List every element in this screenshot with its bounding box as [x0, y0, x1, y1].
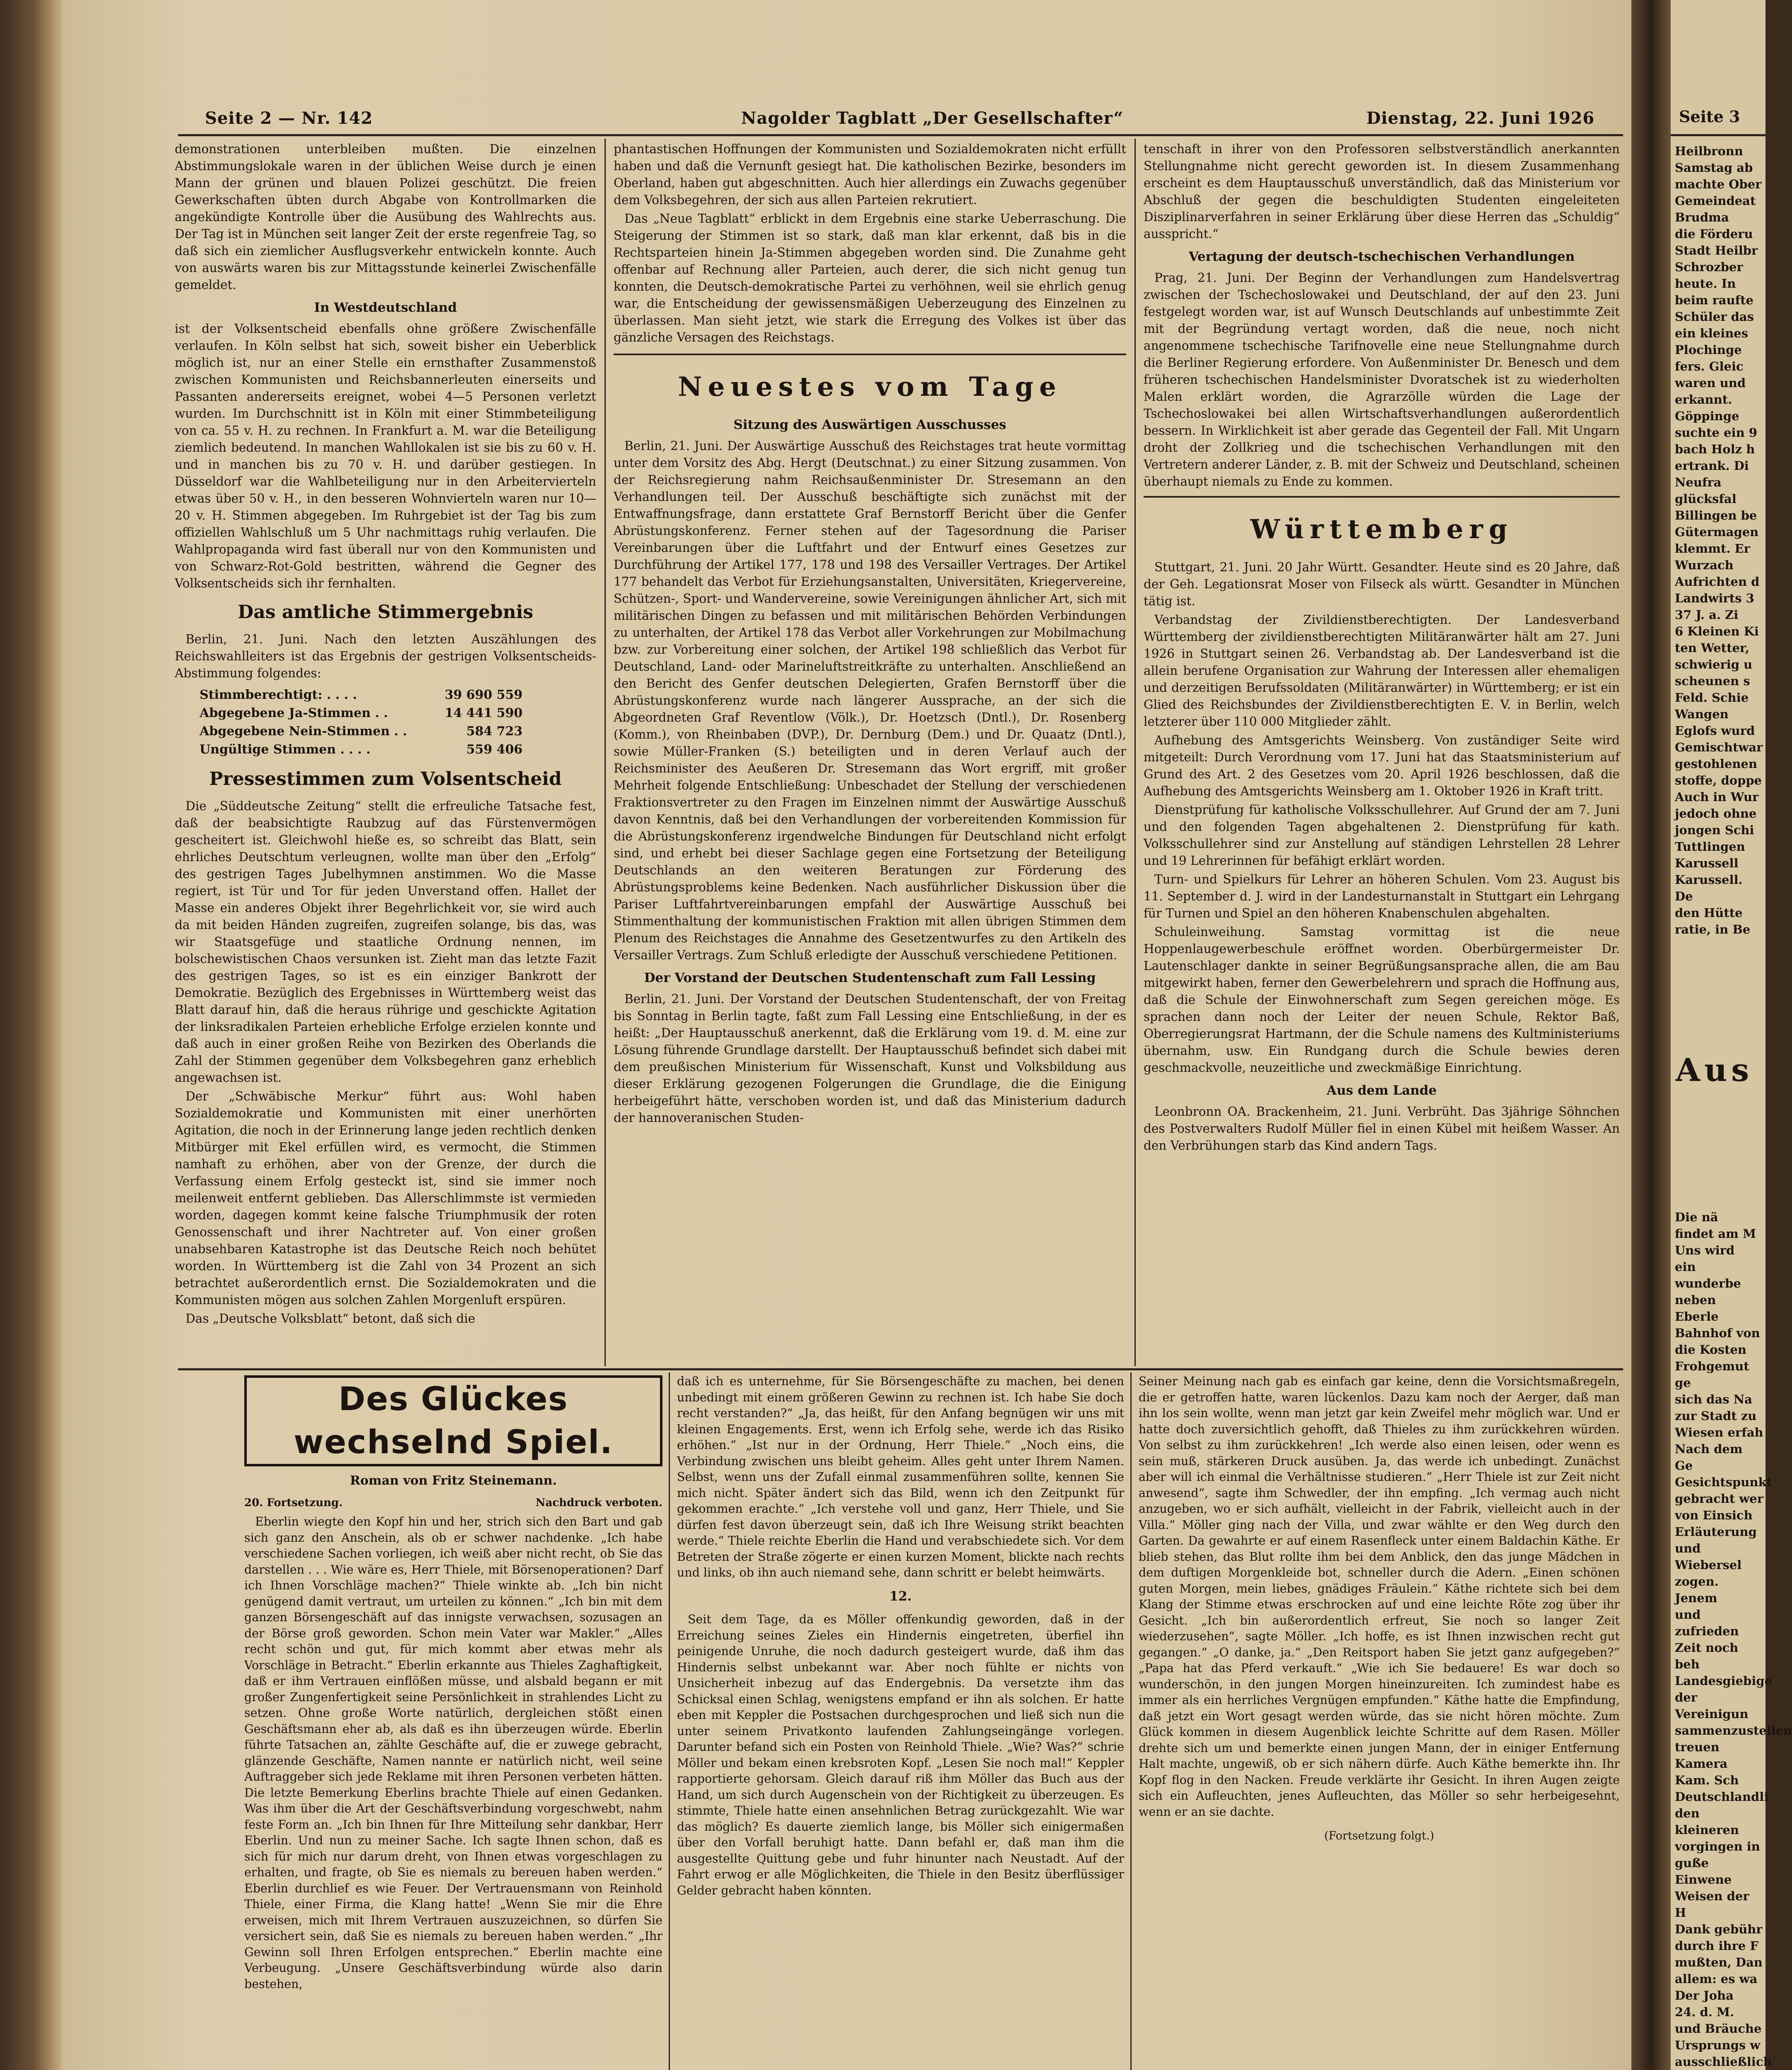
novel-text-2: daß ich es unternehme, für Sie Börsengeschäfte zu machen, bei denen unbedingt mit einem größeren Gewinn zu rechnen ist. Ich habe Sie doch recht verstanden?“ „Ja, das heißt, für den Anfang begnügen wir uns mit kleinen Engagements. Erst, wenn ich Erfolg sehe, werde ich das Risiko erhöhen.“ „Ist nur in der Ordnung, Herr Thiele.“ „Noch eins, die Verbindung zwischen uns bleibt geheim. Alles geht unter Ihrem Namen. Selbst, wenn uns der Zufall einmal zusammenführen sollte, kennen Sie mich nicht. Später ändert sich das Bild, wenn ich den Zeitpunkt für gekommen erachte.“ „Ich verstehe voll und ganz, Herr Thiele, und Sie dürfen fest davon überzeugt sein, daß ich Ihre Weisung strikt beachten werde.“ Thiele reichte Eberlin die Hand und verabschiedete sich. Vor dem Betreten der Straße zögerte er einen kurzen Moment, blickte nach rechts und links, ob ihn auch niemand sehe, dann schritt er belebt heimwärts.	[677, 1374, 1124, 1579]
next-page-line: Weisen der H	[1675, 1889, 1749, 1920]
next-page-line: ein wunderbe	[1675, 1260, 1741, 1290]
col3-p5: Dienstprüfung für katholische Volksschullehrer. Auf Grund der am 7. Juni und den folgenden Tagen abgehaltenen 2. Dienstprüfung für kath. Volksschullehrer sind zur Anstellung auf ständigen Lehrstellen 28 Lehrer und 19 Lehrerinnen für befähigt erklärt worden.	[1144, 803, 1620, 868]
header-right: Dienstag, 22. Juni 1926	[1366, 108, 1595, 128]
next-page-line: scheunen s	[1675, 674, 1750, 688]
next-page-line: bach Holz h	[1675, 442, 1755, 456]
col3-p2: Stuttgart, 21. Juni. 20 Jahr Württ. Gesandter. Heute sind es 20 Jahre, daß der Geh. Legationsrat Moser von Filseck als württ. Gesandter in München tätig ist.	[1144, 560, 1620, 608]
novel-byline: Roman von Fritz Steinemann.	[350, 1473, 557, 1488]
results-table	[200, 686, 523, 759]
next-page-line: Neufra	[1675, 475, 1722, 489]
novel-rule-1	[669, 1372, 670, 2070]
next-page-line: jongen Schi	[1675, 823, 1754, 837]
novel-column-2	[677, 1374, 1124, 1900]
next-page-line: glücksfal	[1675, 492, 1737, 506]
next-page-line: guße Einwene	[1675, 1856, 1732, 1887]
next-page-line: Tuttlingen	[1675, 840, 1745, 854]
col1-p5: Das „Deutsche Volksblatt“ betont, daß sich die	[185, 1312, 475, 1326]
next-page-line: allem: es wa	[1675, 1972, 1758, 1986]
next-page-line: Kam. Sch	[1675, 1773, 1739, 1787]
novel-column-1	[244, 1374, 662, 1994]
col1-p4: Der „Schwäbische Merkur“ führt aus: Wohl haben Sozialdemokratie und Kommunisten mit einer unerhörten Agitation, die noch in der Erinnerung lange jeden rechtlich denken Mitbürger mit Ekel erfüllen wird, es vermocht, die Stimmen namhaft zu erhöhen, aber von der Grenze, der durch die Verfassung einem Erfolg gesteckt ist, sind sie immer noch meilenweit entfernt geblieben. Das Allerschlimmste ist vermieden worden, dagegen kommt keine falsche Triumphmusik der roten Genossenschaft und ihrer Nachtreter auf. Von einer großen unabsehbaren Katastrophe ist das Deutsche Reich noch behütet worden. In Württemberg ist die Zahl von 34 Prozent an sich betrachtet außerordentlich ernst. Die Sozialdemokraten und die Kommunisten mögen aus solchen Zahlen Morgenluft erspüren.	[175, 1089, 596, 1307]
next-page-line: und Wiebersel	[1675, 1541, 1742, 1572]
next-page-line: sammenzustellen	[1675, 1723, 1792, 1738]
novel-text-3: Seiner Meinung nach gab es einfach gar keine, denn die Vorsichtsmaßregeln, die er getroffen hatte, waren lückenlos. Dazu kam noch der Aerger, daß man ihn los sein wollte, wenn man jetzt gar kein Zweifel mehr möglich war. Und er hatte doch zuversichtlich gehofft, daß Thieles zu ihm zurückkehren würden. Von selbst zu ihm zurückkehren! „Ich werde also einen leisen, oder wenn es sein muß, stärkeren Druck ausüben. Ja, das werde ich unbedingt. Zunächst aber will ich einmal die Verhältnisse studieren.“ „Herr Thiele ist zur Zeit nicht anwesend“, sagte ihm Schwedler, der ihn empfing. „Ich vermag auch nicht anzugeben, wo er sich aufhält, vielleicht in der Fabrik, vielleicht auch in der Villa.“ Möller ging nach der Villa, und zwar wählte er den Weg durch den Garten. Da gewahrte er auf einem Rasenfleck unter einem Baldachin Käthe. Er blieb stehen, das Blut rollte ihm bei dem Anblick, den das junge Mädchen in dem duftigen Morgenkleide bot, schneller durch die Adern. „Einen schönen guten Morgen, mein liebes, gnädiges Fräulein.“ Käthe richtete sich bei dem Klang der Stimme etwas erschrocken auf und eine leichte Röte zog über ihr Gesicht. „Ich bin außerordentlich erfreut, Sie noch so langer Zeit wiederzusehen“, sagte Möller. „Ich hoffe, es ist Ihnen inzwischen recht gut gegangen.“ „O danke, ja.“ „Den Reitsport haben Sie jetzt ganz aufgegeben?“ „Papa hat das Pferd verkauft.“ „Wie ich Sie bedauere! Es war doch so wunderschön, in den jungen Morgen hineinzureiten. Ich zumindest habe es immer als ein herrliches Vergnügen empfunden.“ Käthe hatte die Empfindung, daß jetzt ein Wort gesagt werden würde, das sie nicht hören möchte. Zum Glück kommen in diesem Augenblick leichte Schritte auf dem Rasen. Möller drehte sich um und bemerkte einen jungen Mann, der in einiger Entfernung Halt machte, ungewiß, ob er sich nähern dürfe. Auch Käthe bemerkte ihn. Ihr Kopf flog in den Nacken. Freude verklärte ihr Gesicht. In ihren Augen zeigte sich ein Aufleuchten, jenes Aufleuchten, das Möller so sehr herbeigesehnt, wenn er an sie dachte.	[1139, 1374, 1620, 1819]
next-page-line: Schüler das	[1675, 310, 1754, 324]
wuerttemberg-heading: Württemberg	[1250, 514, 1513, 545]
header-left: Seite 2 — Nr. 142	[205, 108, 373, 128]
neuestes-heading: Neuestes vom Tage	[678, 371, 1062, 402]
results-row: Stimmberechtigt: . . . . 39 690 559	[200, 688, 523, 702]
results-row: Ungültige Stimmen . . . . 559 406	[200, 742, 523, 757]
col2-p1: Das „Neue Tagblatt“ erblickt in dem Ergebnis eine starke Ueberraschung. Die Steigerung der Stimmen ist so stark, daß man klar erkennt, daß bis in die Rechtsparteien hinein Ja-Stimmen abgegeben worden sind. Die Zunahme geht offenbar auf Rechnung aller Parteien, auch derer, die sich nicht genug tun konnten, die Deutsch-demokratische Partei zu verhöhnen, weil sie ehrlich genug war, die Entscheidung der gewissensmäßigen Ueberzeugung des Einzelnen zu überlassen. Man sieht jetzt, wie stark die Erregung des Volkes ist über das gänzliche Versagen des Reichstags.	[614, 212, 1126, 344]
next-page-line: 6 Kleinen Ki	[1675, 624, 1759, 638]
col3-sub-verhandlungen: Vertagung der deutsch-tschechischen Verhandlungen	[1188, 249, 1575, 264]
next-page-line: vorgingen in	[1675, 1839, 1760, 1853]
next-page-line: Billingen be	[1675, 508, 1757, 522]
next-page-line: gestohlenen	[1675, 757, 1757, 771]
book-binding	[0, 0, 62, 2070]
results-row: Abgegebene Ja-Stimmen . . 14 441 590	[200, 706, 523, 720]
novel-continuation: (Fortsetzung folgt.)	[1324, 1829, 1434, 1842]
col1-p3: Die „Süddeutsche Zeitung“ stellt die erfreuliche Tatsache fest, daß der beabsichtigte Raubzug auf das Fürstenvermögen gescheitert ist. Gleichwohl hieße es, so schreibt das Blatt, sein ehrliches Deutschtum verleugnen, wollte man über den „Erfolg“ des gestrigen Tages Jubelhymnen anstimmen. Wo die Masse regiert, ist Tür und Tor für jeden Unverstand offen. Hallet der Masse ein anderes Objekt ihrer Begehrlichkeit vor, sie wird auch da mit beiden Händen zugreifen, zugreifen solange, bis das, was wir Staatsgefüge und staatliche Ordnung nennen, im bolschewistischen Chaos versunken ist. Zieht man das letzte Fazit des gestrigen Tages, so ist es ein einziger Bankrott der Demokratie. Bezüglich des Ergebnisses in Württemberg weist das Blatt darauf hin, daß die heraus rührige und geschickte Agitation der linksradikalen Parteien erhebliche Erfolge erzielen konnte und daß auch in einer großen Reihe von Bezirken des Oberlands die Zahl der Stimmen gegenüber dem Volksbegehren ganz erheblich angewachsen ist.	[175, 799, 596, 1085]
next-page-rule	[1671, 134, 1766, 136]
next-page-line: ten Wetter,	[1675, 641, 1750, 655]
next-page-line: Der Joha	[1675, 1988, 1734, 2003]
novel-rule	[178, 1368, 1623, 1370]
next-page-line: jedoch ohne	[1675, 806, 1757, 821]
next-page-line: Erläuterung	[1675, 1525, 1757, 1539]
col1-p1: ist der Volksentscheid ebenfalls ohne größere Zwischenfälle verlaufen. In Köln selbst hat sich, soweit bisher ein Ueberblick möglich ist, nur an einer Stelle ein ernsthafter Zusammenstoß zwischen Kommunisten und Reichsbannerleuten einerseits und Passanten andererseits ereignet, wobei 4—5 Personen verletzt wurden. Im Durchschnitt ist in Köln mit einer Stimmbeteiligung von ca. 55 v. H. zu rechnen. In Frankfurt a. M. war die Beteiligung ziemlich bedeutend. In manchen Wahllokalen ist sie bis zu 60 v. H. und in manchen bis zu 70 v. H. und darüber gestiegen. In Düsseldorf war die Wahlbeteiligung nur in den Arbeitervierteln etwas über 50 v. H., in den besseren Wohnvierteln waren nur 10—20 v. H. Stimmen abgegeben. Im Ruhrgebiet ist der Tag bis zum offiziellen Wahlschluß um 5 Uhr nachmittags ruhig verlaufen. Die Wahlpropaganda wird fast überall nur von den Kommunisten und von Schwarz-Rot-Gold bestritten, während die Gegner des Volksentscheids sich ihr fernhalten.	[175, 322, 596, 590]
next-page-line: zogen. Jenem	[1675, 1574, 1719, 1605]
next-page-line: von Einsich	[1675, 1508, 1753, 1522]
column-3	[1144, 141, 1620, 1156]
next-page-line: Wiesen erfah	[1675, 1425, 1763, 1439]
next-page-line: Dank gebühr	[1675, 1922, 1763, 1936]
next-page-line: ratie, in Be	[1675, 922, 1751, 936]
next-page-line: Aufrichten d	[1675, 575, 1760, 589]
novel-column-3	[1139, 1374, 1620, 1844]
next-page-line: 24. d. M.	[1675, 2005, 1734, 2019]
next-page-line: Gesichtspunkt	[1675, 1475, 1772, 1489]
next-page-heading: Aus	[1676, 1052, 1753, 1088]
col3-intro: tenschaft in ihrer von den Professoren selbstverständlich anerkannten Stellungnahme nicht gerecht geworden ist. In diesem Zusammenhang erscheint es dem Hauptausschuß unverständlich, daß das Ministerium vor Abschluß der gegen die beschuldigten Studenten eingeleiteten Disziplinarverfahren in seiner Erklärung über diese Herren das „Schuldig“ ausspricht.“	[1144, 142, 1620, 241]
next-page-line: ein kleines	[1675, 326, 1749, 340]
next-page-line: den kleineren	[1675, 1806, 1739, 1837]
next-page-line: Landesgiebige	[1675, 1674, 1773, 1688]
next-page-line: 37 J. a. Zi	[1675, 608, 1739, 622]
next-page-line: waren und	[1675, 376, 1746, 390]
col1-heading-pressestimmen: Pressestimmen zum Volsentscheid	[209, 768, 562, 789]
header-rule	[178, 134, 1623, 136]
next-page-line: Die nä	[1675, 1210, 1718, 1224]
col3-p6: Turn- und Spielkurs für Lehrer an höheren Schulen. Vom 23. August bis 11. September d. J. wird in der Landesturnanstalt in Stuttgart ein Lehrgang für Turnen und Spiel an den höheren Knabenschulen abgehalten.	[1144, 872, 1620, 920]
next-page-line: Plochinge	[1675, 343, 1742, 357]
next-page-line: Wurzach	[1675, 558, 1734, 572]
next-page-line: den Hütte	[1675, 906, 1743, 920]
col3-p4: Aufhebung des Amtsgerichts Weinsberg. Von zuständiger Seite wird mitgeteilt: Durch Verordnung vom 17. Juni hat das Staatsministerium auf Grund des Art. 2 des Gesetzes vom 20. April 1926 beschlossen, daß die Aufhebung des Amtsgerichts Weinsberg am 1. Oktober 1926 in Kraft tritt.	[1144, 733, 1620, 798]
next-page-line: suchte ein 9	[1675, 426, 1757, 440]
novel-title: Des Glückes wechselnd Spiel.	[244, 1375, 662, 1466]
header-center: Nagolder Tagblatt „Der Gesellschafter“	[741, 108, 1124, 128]
next-page-line: Schrozber	[1675, 260, 1743, 274]
next-page-line: Landwirts 3	[1675, 591, 1754, 605]
novel-notice: Nachdruck verboten.	[535, 1496, 662, 1509]
next-page-line: Bahnhof von	[1675, 1326, 1760, 1340]
next-page-line: und zufrieden	[1675, 1608, 1739, 1638]
next-page-line: gebracht wer	[1675, 1492, 1764, 1506]
next-page-line: machte Ober	[1675, 177, 1762, 191]
next-page-line: und Bräuche	[1675, 2022, 1762, 2036]
next-page-line: fers. Gleic	[1675, 359, 1744, 373]
column-rule-1	[605, 139, 606, 1366]
next-page-line: zur Stadt zu	[1675, 1409, 1757, 1423]
col2-intro: phantastischen Hoffnungen der Kommunisten und Sozialdemokraten nicht erfüllt haben und daß die Vernunft gesiegt hat. Die katholischen Bezirke, besonders im Oberland, haben gut abgeschnitten. Auch hier allerdings ein Zuwachs gegenüber dem Volksbegehren, der sich aus allen Parteien rekrutiert.	[614, 142, 1126, 207]
next-page-line: Gemeindeat	[1675, 194, 1756, 208]
next-page-line: schwierig u	[1675, 657, 1753, 672]
next-page-line: Karussell	[1675, 856, 1739, 870]
col3-p3: Verbandstag der Zivildienstberechtigten. Der Landesverband Württemberg der zivildienstberechtigten Militäranwärter hält am 27. Juni 1926 in Stuttgart seinen 26. Verbandstag ab. Der Landesverband ist die allein berufene Organisation zur Wahrung der Interessen aller ehemaligen und derzeitigen Berufssoldaten (Militäranwärter) in Württemberg; er ist ein Glied des Reichsbundes der Zivildienstberechtigten E. V. in Berlin, welch letzterer über 110 000 Mitglieder zählt.	[1144, 613, 1620, 729]
novel-chapter-number: 12.	[889, 1589, 912, 1604]
col3-p1: Prag, 21. Juni. Der Beginn der Verhandlungen zum Handelsvertrag zwischen der Tschechoslowakei und Deutschland, der auf den 23. Juni festgelegt worden war, ist auf Wunsch Deutschlands auf unbestimmte Zeit mit der Begründung vertagt worden, daß die neue, noch nicht angenommene tschechische Tarifnovelle eine neue Stellungnahme durch die Berliner Regierung erfordere. Von Außenminister Dr. Benesch und dem früheren tschechischen Handelsminister Dvoratschek ist zu wiederholten Malen erklärt worden, die Agrarzölle würden die Lage der Tschechoslowakei bei allen Wirtschaftsverhandlungen außerordentlich bessern. In Wirklichkeit ist aber gerade das Gegenteil der Fall. Mit Ungarn droht der Zollkrieg und die tschechischen Verhandlungen mit den Vertretern anderer Länder, z. B. mit der Schweiz und Deutschland, scheinen überhaupt niemals zu Ende zu kommen.	[1144, 271, 1620, 489]
next-page-line: Gütermagen	[1675, 525, 1759, 539]
col1-p2: Berlin, 21. Juni. Nach den letzten Auszählungen des Reichswahlleiters ist das Ergebnis der gestrigen Volksentscheids-Abstimmung folgendes:	[175, 632, 596, 680]
next-page-line: der Vereinigun	[1675, 1690, 1749, 1721]
col2-sub-studentenschaft: Der Vorstand der Deutschen Studentenschaft zum Fall Lessing	[644, 970, 1096, 985]
next-page-line: Stadt Heilbr	[1675, 243, 1758, 258]
col1-sub-westdeutschland: In Westdeutschland	[314, 300, 457, 315]
column-2	[614, 141, 1126, 1128]
next-page-line: treuen Kamera	[1675, 1740, 1728, 1771]
col3-sub-aus-dem-lande: Aus dem Lande	[1327, 1083, 1437, 1098]
next-page-lower-fragments	[1675, 1209, 1792, 2070]
next-page-line: ertrank. Di	[1675, 459, 1749, 473]
next-page-line: klemmt. Er	[1675, 542, 1750, 556]
next-page-line: Heilbronn	[1675, 144, 1743, 158]
col1-heading-stimmergebnis: Das amtliche Stimmergebnis	[238, 602, 533, 623]
col2-p2: Berlin, 21. Juni. Der Auswärtige Ausschuß des Reichstages trat heute vormittag unter dem Vorsitz des Abg. Hergt (Deutschnat.) zu einer Sitzung zusammen. Von der Reichsregierung nahm Reichsaußenminister Dr. Stresemann an den Verhandlungen teil. Der Ausschuß beschäftigte sich zunächst mit der Entwaffnungsfrage, dann erstattete Graf Bernstorff Bericht über die Genfer Abrüstungskonferenz. Ferner stehen auf der Tagesordnung die Pariser Vereinbarungen über die Luftfahrt und der Entwurf eines Gesetzes zur Durchführung der Artikel 177, 178 und 198 des Versailler Vertrages. Der Artikel 177 behandelt das Verbot für Erziehungsanstalten, Universitäten, Kriegervereine, Schützen-, Sport- und Wandervereine, sowie Vereinigungen ähnlicher Art, sich mit militärischen Dingen zu befassen und mit militärischen Behörden Verbindungen zu unterhalten, der Artikel 178 das Verbot aller Vorkehrungen zur Mobilmachung bzw. zur Vorbereitung einer solchen, der Artikel 198 schließlich das Verbot für Deutschland, Land- oder Marineluftstreitkräfte zu unterhalten. Anschließend an den Bericht des Genfer deutschen Delegierten, Grafen Bernstorff über die Abrüstungskonferenz wurde nach längerer Aussprache, an der sich die Abgeordneten Graf Reventlow (Völk.), Dr. Hoetzsch (Dntl.), Dr. Rosenberg (Komm.), von Rheinbaben (DVP.), Dr. Dernburg (Dem.) und Dr. Quaatz (Dntl.), sowie Müller-Franken (S.) beteiligten und in deren Verlauf auch der Reichsminister des Aeußeren Dr. Stresemann das Wort ergriff, mit großer Mehrheit folgende Entschließung: Unbeschadet der Stellung der verschiedenen Fraktionsvertreter zu den Fragen im Einzelnen nimmt der Auswärtige Ausschuß davon Kenntnis, daß bei den Verhandlungen der vorbereitenden Kommission für die Abrüstungskonferenz irgendwelche Bindungen für Deutschland nicht erfolgt sind, und erhebt bei dieser Sachlage gegen eine Fortsetzung der Beteiligung Deutschlands an den weiteren Beratungen zur Förderung des Abrüstungsproblems keine Bedenken. Nach ausführlicher Diskussion über die Pariser Luftfahrtvereinbarungen empfahl der Auswärtige Ausschuß bei Stimmenthaltung der kommunistischen Fraktion mit allen übrigen Stimmen dem Plenum des Reichstages die Annahme des Gesetzentwurfes zu den Artikeln des Versailler Vertrags. Zum Schluß erledigte der Ausschuß verschiedene Petitionen.	[614, 439, 1127, 962]
novel-installment: 20. Fortsetzung.	[244, 1496, 343, 1509]
next-page-line: Göppinge	[1675, 409, 1739, 423]
next-page-line: Feld. Schie	[1675, 691, 1749, 705]
next-page-line: die Förderu	[1675, 227, 1753, 241]
newspaper-page	[62, 0, 1631, 2070]
next-page-line: Deutschlandli	[1675, 1790, 1769, 1804]
next-page-line: beim raufte	[1675, 293, 1754, 307]
next-page-line: Wangen	[1675, 707, 1729, 721]
col3-p8: Leonbronn OA. Brackenheim, 21. Juni. Verbrüht. Das 3jährige Söhnchen des Postverwalters Rudolf Müller fiel in einen Kübel mit heißem Wasser. An den Verbrühungen starb das Kind andern Tags.	[1144, 1105, 1620, 1153]
next-page-line: findet am M	[1675, 1227, 1756, 1241]
col3-section-rule	[1144, 496, 1620, 498]
next-page-line: Eglofs wurd	[1675, 724, 1755, 738]
col2-section-rule	[614, 354, 1126, 355]
col2-p3: Berlin, 21. Juni. Der Vorstand der Deutschen Studentenschaft, der von Freitag bis Sonntag in Berlin tagte, faßt zum Fall Lessing eine Entschließung, in der es heißt: „Der Hauptausschuß anerkennt, daß die Erklärung vom 19. d. M. eine zur Lösung führende Grundlage darstellt. Der Hauptausschuß befindet sich dabei mit dem preußischen Ministerium für Wissenschaft, Kunst und Volksbildung aus dieser Erklärung gezogenen Folgerungen die Grundlage, die die Einigung herbeigeführt hätte, verschoben worden ist, und daß das Ministerium dadurch der hannoveranischen Studen-	[614, 992, 1126, 1125]
next-page-line: Zeit noch beh	[1675, 1641, 1739, 1671]
next-page-line: stoffe, doppe	[1675, 773, 1762, 787]
next-page-line: Nach dem Ge	[1675, 1442, 1743, 1473]
next-page-line: mußten, Dan	[1675, 1955, 1763, 1969]
novel-text-2b: Seit dem Tage, da es Möller offenkundig geworden, daß in der Erreichung seines Zieles ein Hindernis eingetreten, überfiel ihn peinigende Unruhe, die noch dadurch gesteigert wurde, daß ihm das Hindernis selbst unbekannt war. Aber noch fühlte er nichts von Unsicherheit inbezug auf das Endergebnis. Da versetzte ihm das Schicksal einen Schlag, wenigstens empfand er ihn als solchen. Er hatte eben mit Keppler die Postsachen durchgesprochen und ließ sich nun die unter seinem Privatkonto laufenden Zahlungseingänge vorlegen. Darunter befand sich ein Posten von Reinhold Thiele. „Wie? Was?“ schrie Möller und bekam einen krebsroten Kopf. „Lesen Sie noch mal!“ Keppler rapportierte gehorsam. Gleich darauf riß ihm Möller das Buch aus der Hand, um sich durch Augenschein von der Richtigkeit zu überzeugen. Es stimmte, Thiele hatte einen ansehnlichen Betrag zurückgezahlt. Wie war das möglich? Es dauerte ziemlich lange, bis Möller sich einigermaßen über den Vorfall beruhigt hatte. Dann befahl er, daß man ihm die ausgestellte Quittung gebe und fuhr hinunter nach Neustadt. Auf der Fahrt erwog er alle Möglichkeiten, die Thiele in den Besitz überflüssiger Gelder gebracht haben könnten.	[677, 1613, 1124, 1897]
novel-rule-2	[1130, 1372, 1132, 2070]
column-rule-2	[1134, 139, 1136, 1366]
column-1	[175, 141, 596, 1329]
next-page-line: erkannt.	[1675, 392, 1732, 407]
next-page-line: Karussell. De	[1675, 873, 1743, 903]
col2-sub-ausschuss: Sitzung des Auswärtigen Ausschusses	[733, 417, 1007, 432]
results-row: Abgegebene Nein-Stimmen . . 584 723	[200, 724, 523, 739]
next-page-line: ausschließlich	[1675, 2055, 1772, 2069]
next-page-line: Auch in Wur	[1675, 790, 1759, 804]
novel-text-1: Eberlin wiegte den Kopf hin und her, strich sich den Bart und gab sich ganz den Anschein, als ob er schwer nachdenke. „Ich habe verschiedene Sachen vorliegen, ich weiß aber nicht recht, ob Sie das darstellen . . . Wie wäre es, Herr Thiele, mit Börsenoperationen? Darf ich Ihnen Vorschläge machen?“ Thiele winkte ab. „Ich bin nicht genügend damit vertraut, um urteilen zu können.“ „Ich bin mit dem ganzen Börsengeschäft auf das innigste verwachsen, sozusagen an der Börse groß geworden. Schon mein Vater war Makler.“ „Alles recht schön und gut, für mich kommt aber etwas mehr als Vorschläge in Betracht.“ Eberlin erkannte aus Thieles Zaghaftigkeit, daß er ihm Vertrauen einflößen müsse, und alsbald begann er mit großer Zungenfertigkeit seine Persönlichkeit in strahlendes Licht zu setzen. Ohne große Worte natürlich, dergleichen stößt einen Geschäftsmann eher ab, als daß es ihn überzeugen würde. Eberlin führte Tatsachen an, zählte Geschäfte auf, die er zuwege gebracht, glänzende Geschäfte, Namen nannte er natürlich nicht, weil seine Auftraggeber sich jede Reklame mit ihren Personen verbeten hätten. Die letzte Bemerkung Eberlins brachte Thiele auf einen Gedanken. Was ihm über die Art der Geschäftsverbindung vorgeschwebt, nahm feste Form an. „Ich bin Ihnen für Ihre Mitteilung sehr dankbar, Herr Eberlin. Und nun zu meiner Sache. Ich sagte Ihnen schon, daß es sich für mich nur darum dreht, von Ihnen etwas vorgeschlagen zu erhalten, und fragte, ob Sie es niemals zu bereuen haben werden.“ Eberlin durchlief es wie Feuer. Der Vertrauensmann von Reinhold Thiele, einer Firma, die Klang hatte! „Wenn Sie mir die Ehre erweisen, mich mit Ihrem Vertrauen auszuzeichnen, so dürfen Sie versichert sein, daß Sie es niemals zu bereuen haben werden.“ „Ihr Gewinn soll Ihren Erfolgen entsprechen.“ Eberlin machte eine Verbeugung. „Unsere Geschäftsverbindung würde also darin bestehen,	[244, 1515, 662, 1991]
next-page-line: Brudma	[1675, 210, 1729, 224]
col3-p7: Schuleinweihung. Samstag vormittag ist die neue Hoppenlaugewerbeschule eröffnet worden. Oberbürgermeister Dr. Lautenschlager dankte in seiner Begrüßungsansprache allen, die am Bau mitgewirkt haben, ferner den Gewerbelehrern und sprach die Hoffnung aus, daß die Schule der Einwohnerschaft zum Segen gereichen möge. Es sprachen dann noch der Leiter der neuen Schule, Rektor Baß, Oberregierungsrat Hartmann, der die Schule namens des Kultministeriums übernahm, usw. Ein Rundgang durch die Schule bewies deren geschmackvolle, neuzeitliche und zweckmäßige Einrichtung.	[1144, 925, 1620, 1075]
book-gutter	[1631, 0, 1671, 2070]
next-page-line: Frohgemut ge	[1675, 1359, 1749, 1390]
col1-intro: demonstrationen unterbleiben mußten. Die einzelnen Abstimmungslokale waren in der üblichen Weise durch je einen Mann der grünen und blauen Polizei geschützt. Die freien Gewerkschaften übten durch Abgabe von Kontrollmarken die angekündigte Kontrolle über die Ausübung des Wahlrechts aus. Der Tag ist in München seit langer Zeit der erste regenfreie Tag, so daß sich ein ziemlicher Ausflugsverkehr entwickeln konnte. Auch von auswärts waren bis zur Mittagsstunde keinerlei Zwischenfälle gemeldet.	[175, 142, 596, 292]
next-page-line: heute. In	[1675, 277, 1736, 291]
next-page-line: Uns wird	[1675, 1243, 1735, 1257]
next-page-line: durch ihre F	[1675, 1939, 1758, 1953]
next-page-line: Ursprungs w	[1675, 2038, 1761, 2052]
next-page-header: Seite 3	[1679, 107, 1740, 126]
next-page-edge	[1671, 0, 1792, 2070]
next-page-fragments	[1675, 143, 1764, 938]
next-page-line: die Kosten	[1675, 1343, 1747, 1357]
next-page-line: Gemischtwar	[1675, 740, 1763, 754]
next-page-line: Samstag ab	[1675, 161, 1753, 175]
next-page-line: neben Eberle	[1675, 1293, 1719, 1324]
next-page-line: sich das Na	[1675, 1392, 1752, 1406]
